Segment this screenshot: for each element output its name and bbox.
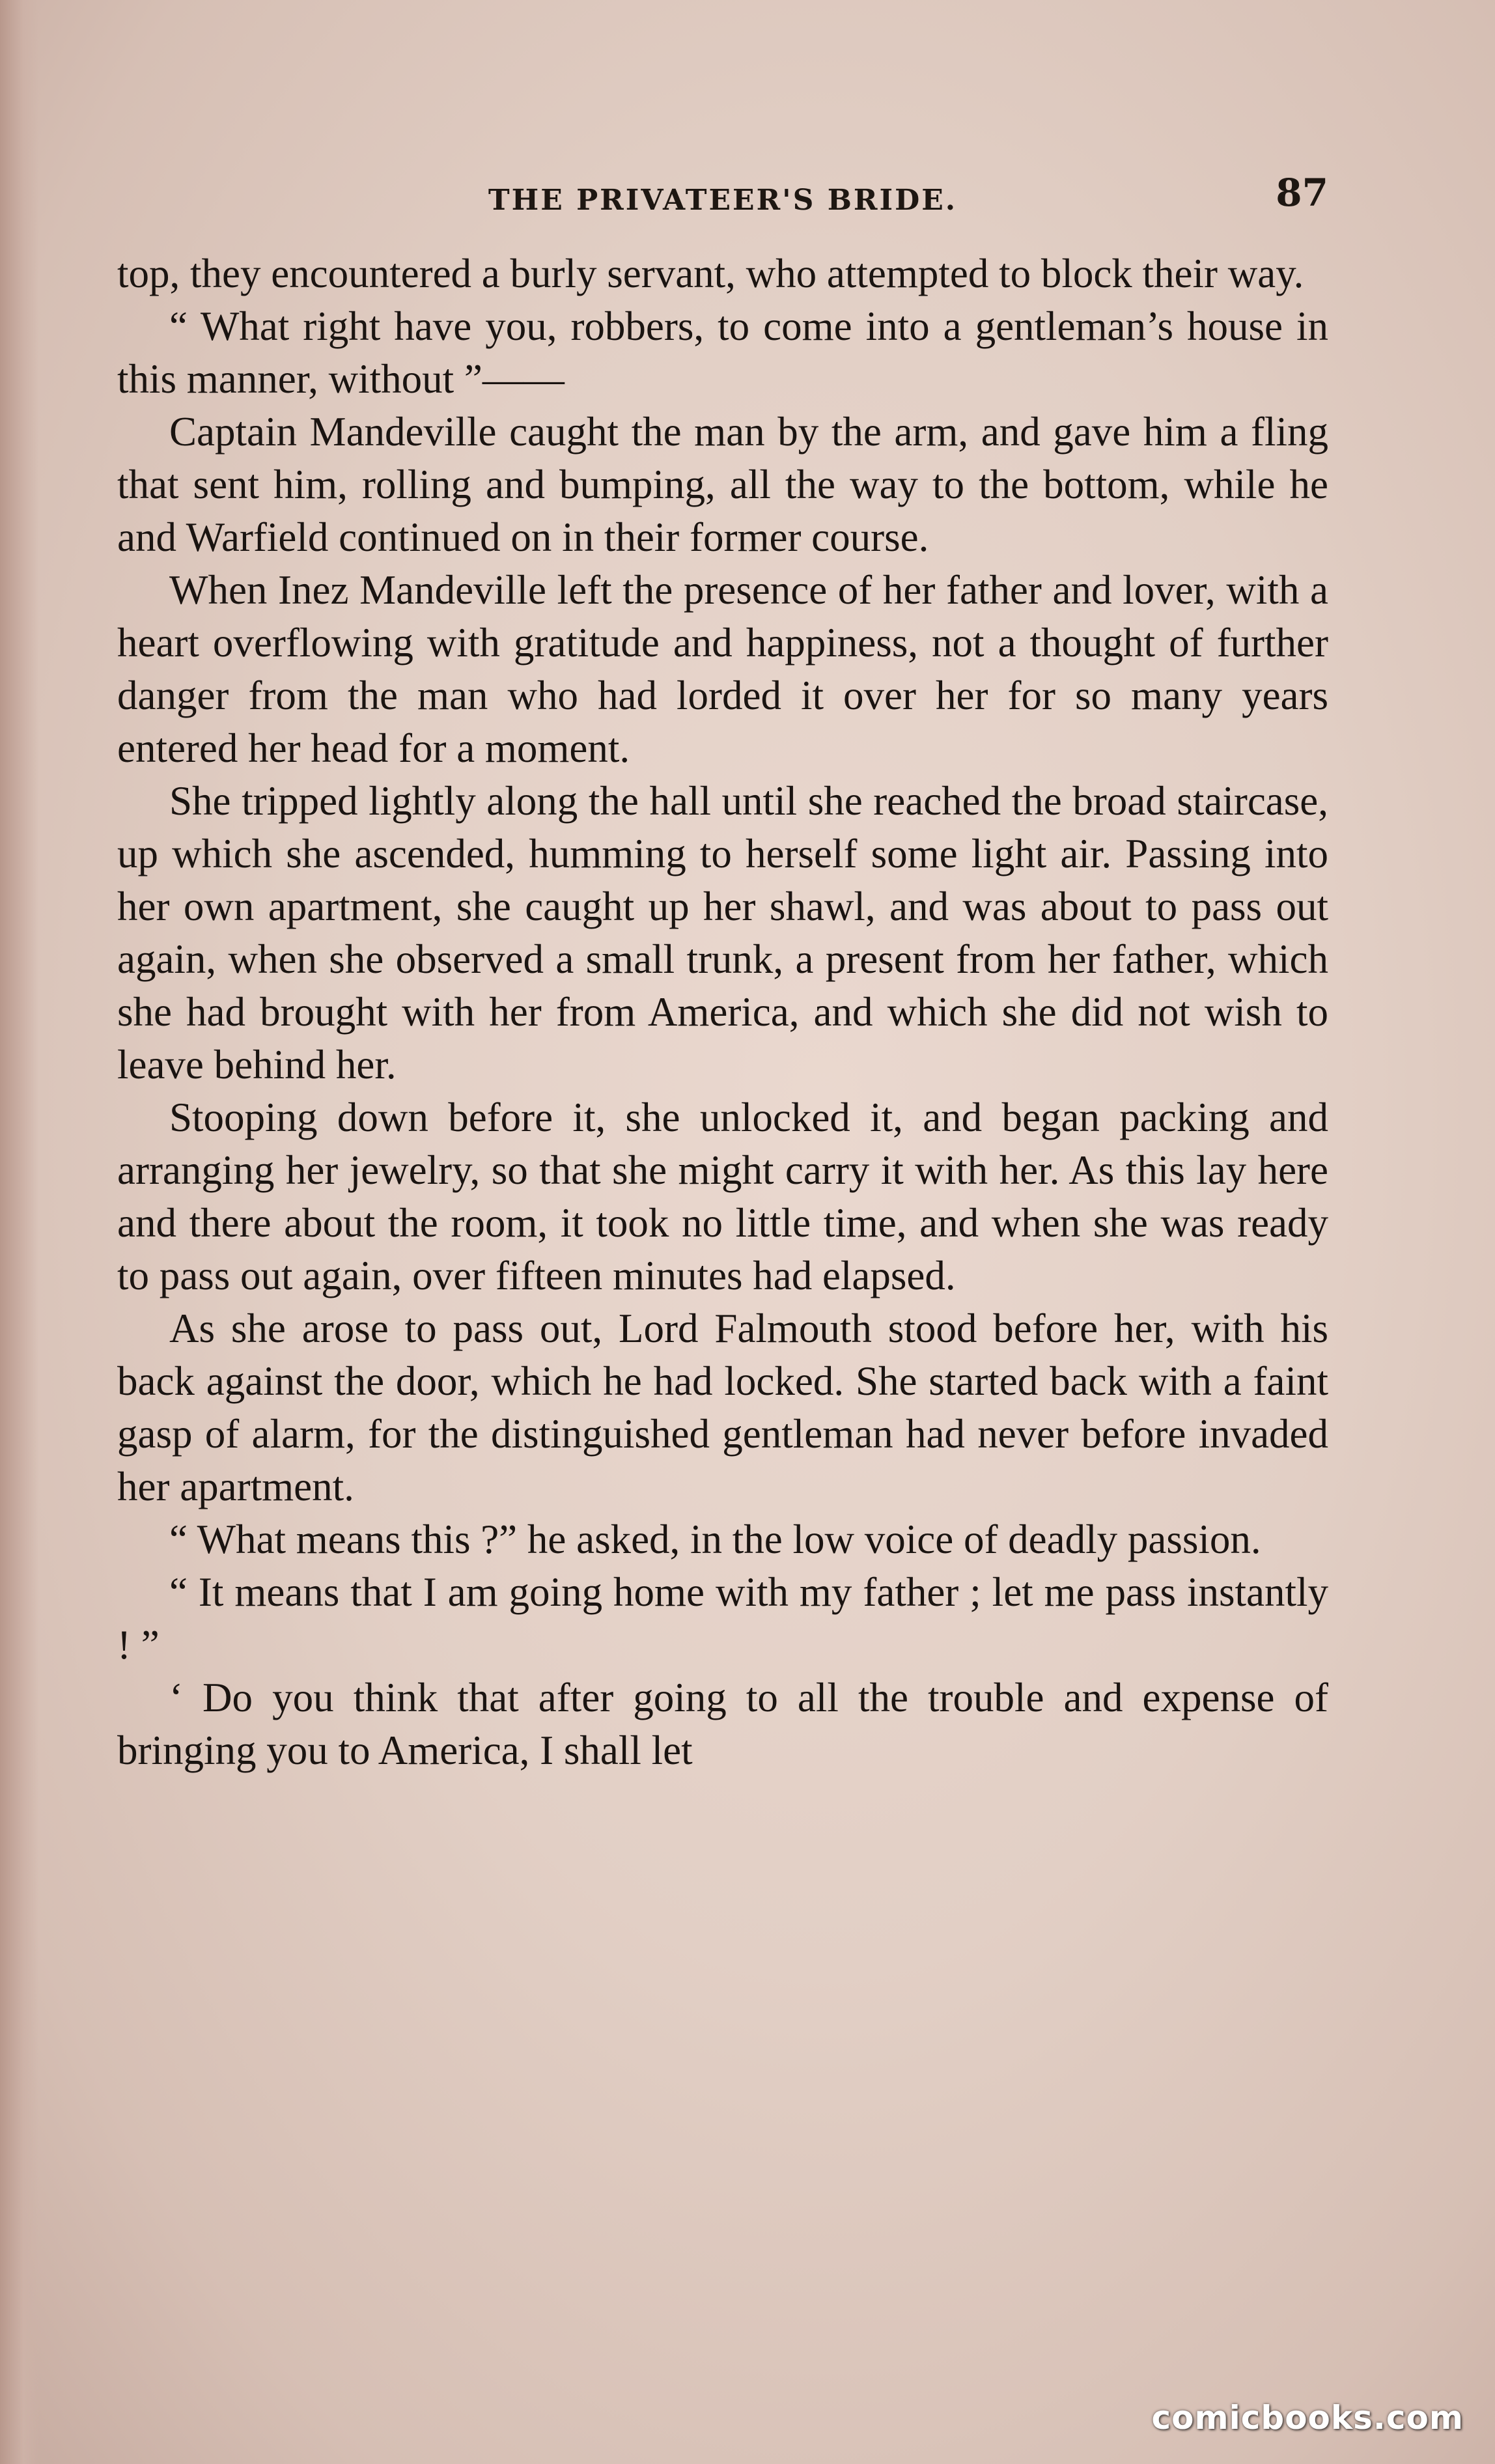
- paragraph: She tripped lightly along the hall until she reached the broad staircase, up which she ascended, humming to herself some light air. Passing into her own apartment, she caught up her shawl, and was about to pass out again, when she observed a small trunk, a present from her father, which she had brought with her from America, and which she did not wish to leave behind her.: [117, 778, 1328, 1087]
- paragraph: Stooping down before it, she unlocked it, and began packing and arranging her jewelry, so that she might carry it with her. As this lay here and there about the room, it took no little time, and when she was ready to pass out again, over fifteen minutes had elapsed.: [117, 1095, 1328, 1298]
- page-edge-shadow: [0, 0, 39, 2464]
- paragraph: top, they encountered a burly servant, who attempted to block their way.: [117, 251, 1304, 296]
- paragraph: “ What right have you, robbers, to come into a gentleman’s house in this manner, without ”——: [117, 303, 1328, 402]
- paragraph: As she arose to pass out, Lord Falmouth stood before her, with his back against the door, which he had locked. She started back with a faint gasp of alarm, for the distinguished gentleman had never before invaded her apartment.: [117, 1306, 1328, 1509]
- paragraph: When Inez Mandeville left the presence of her father and lover, with a heart overflowing with gratitude and happiness, not a thought of further danger from the man who had lorded it over her for so many years entered her head for a moment.: [117, 567, 1328, 771]
- page-number: 87: [1276, 171, 1328, 215]
- watermark: comicbooks.com: [1151, 2399, 1464, 2437]
- paragraph: Captain Mandeville caught the man by the arm, and gave him a fling that sent him, rolling and bumping, all the way to the bottom, while he and Warfield continued on in their former course.: [117, 409, 1328, 560]
- running-title: THE PRIVATEER'S BRIDE.: [488, 184, 958, 217]
- body-text: [117, 247, 1328, 1777]
- paragraph: ‘ Do you think that after going to all the trouble and expense of bringing you to America, I shall let: [117, 1675, 1328, 1773]
- paragraph: “ What means this ?” he asked, in the low voice of deadly passion.: [169, 1517, 1261, 1562]
- paragraph: “ It means that I am going home with my father ; let me pass instantly ! ”: [117, 1569, 1328, 1668]
- running-header: [117, 171, 1328, 229]
